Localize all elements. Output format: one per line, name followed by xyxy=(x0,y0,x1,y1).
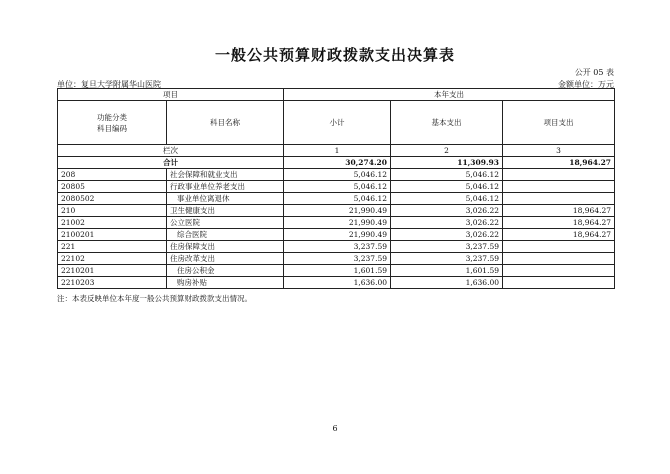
table-row xyxy=(58,181,615,193)
cell-basic: 5,046.12 xyxy=(391,169,503,181)
page-number: 6 xyxy=(332,424,338,433)
cell-project xyxy=(503,253,615,265)
header-row-2 xyxy=(58,101,615,145)
amount-unit-label: 金额单位：万元 xyxy=(558,80,614,89)
header-func-class-line1: 功能分类 xyxy=(97,112,127,122)
cell-project: 18,964.27 xyxy=(503,229,615,241)
cell-basic: 3,026.22 xyxy=(391,205,503,217)
column-no-1: 1 xyxy=(284,145,391,157)
cell-subtotal: 3,237.59 xyxy=(284,241,391,253)
table-row xyxy=(58,193,615,205)
cell-project xyxy=(503,181,615,193)
cell-subject-name: 综合医院 xyxy=(167,229,284,241)
cell-project: 18,964.27 xyxy=(503,205,615,217)
table-row xyxy=(58,253,615,265)
cell-basic: 5,046.12 xyxy=(391,181,503,193)
cell-project xyxy=(503,265,615,277)
cell-subject-name: 卫生健康支出 xyxy=(167,205,284,217)
cell-project xyxy=(503,277,615,289)
cell-basic: 1,601.59 xyxy=(391,265,503,277)
cell-code: 2100201 xyxy=(58,229,167,241)
cell-subtotal: 5,046.12 xyxy=(284,193,391,205)
header-project: 项目 xyxy=(58,89,284,101)
total-label: 合计 xyxy=(58,157,284,169)
cell-project xyxy=(503,193,615,205)
cell-subtotal: 1,601.59 xyxy=(284,265,391,277)
column-no-label: 栏次 xyxy=(58,145,284,157)
cell-basic: 3,026.22 xyxy=(391,217,503,229)
table-row xyxy=(58,217,615,229)
column-number-row xyxy=(58,145,615,157)
header-basic: 基本支出 xyxy=(391,101,503,145)
table-row xyxy=(58,205,615,217)
table-row xyxy=(58,241,615,253)
cell-basic: 3,237.59 xyxy=(391,253,503,265)
table-row xyxy=(58,229,615,241)
cell-code: 208 xyxy=(58,169,167,181)
cell-subtotal: 21,990.49 xyxy=(284,205,391,217)
cell-subject-name: 住房公积金 xyxy=(167,265,284,277)
cell-code: 2210201 xyxy=(58,265,167,277)
header-row-1 xyxy=(58,89,615,101)
header-func-class-line2: 科目编码 xyxy=(97,123,127,133)
total-basic: 11,309.93 xyxy=(391,157,503,169)
unit-label: 单位：复旦大学附属华山医院 xyxy=(57,80,161,89)
cell-project xyxy=(503,241,615,253)
cell-basic: 3,026.22 xyxy=(391,229,503,241)
cell-code: 2080502 xyxy=(58,193,167,205)
header-subtotal: 小计 xyxy=(284,101,391,145)
header-func-class xyxy=(58,101,167,145)
cell-code: 21002 xyxy=(58,217,167,229)
footnote: 注：本表反映单位本年度一般公共预算财政拨款支出情况。 xyxy=(57,294,252,303)
page-title: 一般公共预算财政拨款支出决算表 xyxy=(214,46,455,64)
cell-code: 2210203 xyxy=(58,277,167,289)
cell-subtotal: 5,046.12 xyxy=(284,181,391,193)
table-row xyxy=(58,169,615,181)
header-current-year: 本年支出 xyxy=(284,89,615,101)
table-row xyxy=(58,265,615,277)
total-subtotal: 30,274.20 xyxy=(284,157,391,169)
cell-subject-name: 行政事业单位养老支出 xyxy=(167,181,284,193)
cell-subtotal: 1,636.00 xyxy=(284,277,391,289)
expenditure-table xyxy=(57,88,615,289)
cell-subtotal: 21,990.49 xyxy=(284,229,391,241)
cell-subject-name: 社会保障和就业支出 xyxy=(167,169,284,181)
cell-subject-name: 住房改革支出 xyxy=(167,253,284,265)
cell-subject-name: 公立医院 xyxy=(167,217,284,229)
cell-code: 221 xyxy=(58,241,167,253)
total-project: 18,964.27 xyxy=(503,157,615,169)
column-no-2: 2 xyxy=(391,145,503,157)
cell-subtotal: 3,237.59 xyxy=(284,253,391,265)
column-no-3: 3 xyxy=(503,145,615,157)
table-row xyxy=(58,277,615,289)
form-number: 公开 05 表 xyxy=(574,68,614,77)
header-subject-name: 科目名称 xyxy=(167,101,284,145)
cell-code: 210 xyxy=(58,205,167,217)
cell-project: 18,964.27 xyxy=(503,217,615,229)
cell-subtotal: 21,990.49 xyxy=(284,217,391,229)
cell-subject-name: 购房补贴 xyxy=(167,277,284,289)
cell-basic: 5,046.12 xyxy=(391,193,503,205)
cell-code: 20805 xyxy=(58,181,167,193)
header-project-exp: 项目支出 xyxy=(503,101,615,145)
cell-subtotal: 5,046.12 xyxy=(284,169,391,181)
cell-code: 22102 xyxy=(58,253,167,265)
cell-subject-name: 住房保障支出 xyxy=(167,241,284,253)
cell-basic: 3,237.59 xyxy=(391,241,503,253)
cell-basic: 1,636.00 xyxy=(391,277,503,289)
cell-project xyxy=(503,169,615,181)
cell-subject-name: 事业单位离退休 xyxy=(167,193,284,205)
total-row xyxy=(58,157,615,169)
